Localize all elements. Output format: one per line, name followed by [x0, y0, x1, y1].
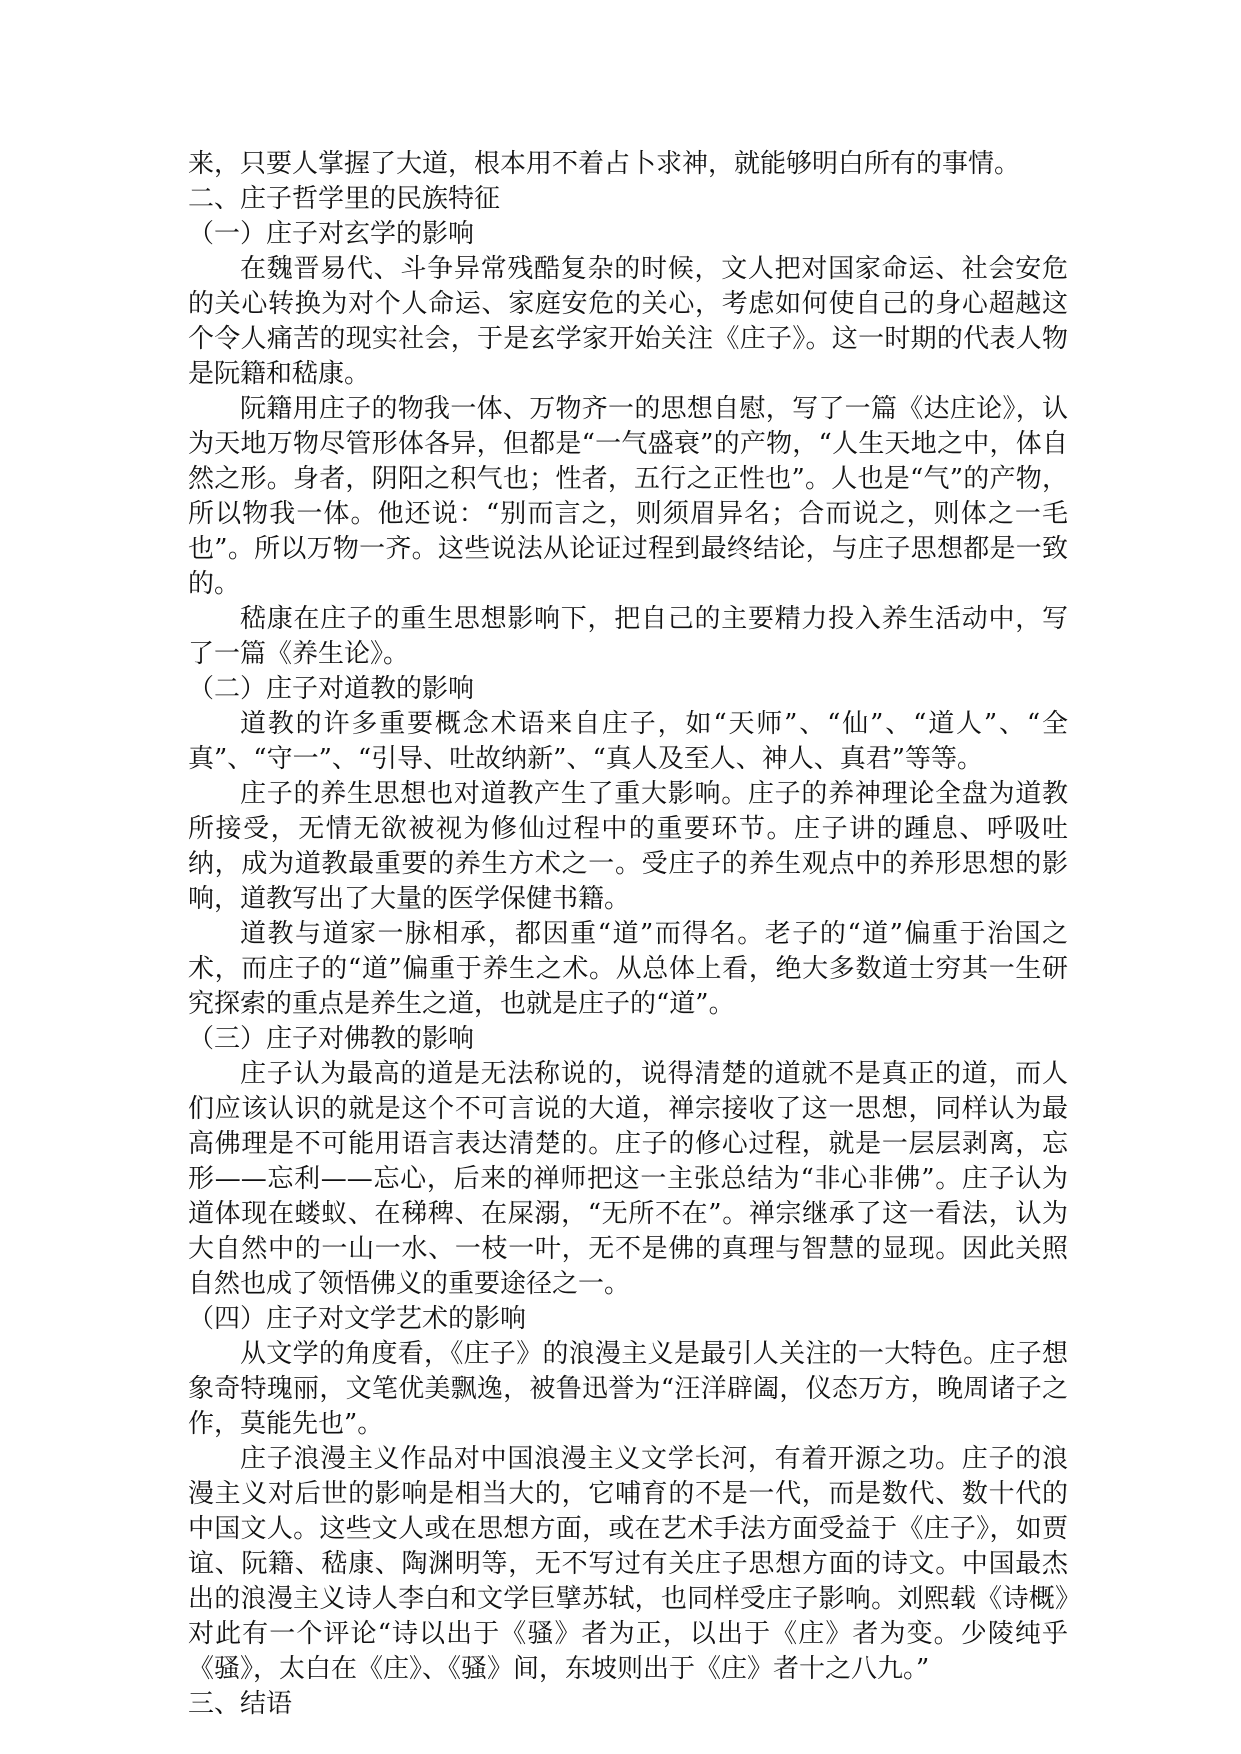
- paragraph: 嵇康在庄子的重生思想影响下，把自己的主要精力投入养生活动中，写了一篇《养生论》。: [188, 604, 1068, 669]
- subsection-heading-2: （二）庄子对道教的影响: [188, 674, 475, 704]
- paragraph: 阮籍用庄子的物我一体、万物齐一的思想自慰，写了一篇《达庄论》，认为天地万物尽管形体各异，但都是“一气盛衰”的产物，“人生天地之中，体自然之形。身者，阴阳之积气也；性者，五行之正性也”。人也是“气”的产物，所以物我一体。他还说：“别而言之，则须眉异名；合而说之，则体之一毛也”。所以万物一齐。这些说法从论证过程到最终结论，与庄子思想都是一致的。: [188, 394, 1068, 599]
- paragraph: 道教的许多重要概念术语来自庄子，如“天师”、“仙”、“道人”、“全真”、“守一”、“引导、吐故纳新”、“真人及至人、神人、真君”等等。: [188, 709, 1068, 774]
- subsection-heading-1: （一）庄子对玄学的影响: [188, 219, 475, 249]
- subsection-heading-4: （四）庄子对文学艺术的影响: [188, 1304, 527, 1334]
- paragraph: 庄子的养生思想也对道教产生了重大影响。庄子的养神理论全盘为道教所接受，无情无欲被视为修仙过程中的重要环节。庄子讲的踵息、呼吸吐纳，成为道教最重要的养生方术之一。受庄子的养生观点中的养形思想的影响，道教写出了大量的医学保健书籍。: [188, 779, 1068, 914]
- paragraph: 庄子浪漫主义作品对中国浪漫主义文学长河，有着开源之功。庄子的浪漫主义对后世的影响是相当大的，它哺育的不是一代，而是数代、数十代的中国文人。这些文人或在思想方面，或在艺术手法方面受益于《庄子》，如贾谊、阮籍、嵇康、陶渊明等，无不写过有关庄子思想方面的诗文。中国最杰出的浪漫主义诗人李白和文学巨擘苏轼，也同样受庄子影响。刘熙载《诗概》对此有一个评论“诗以出于《骚》者为正，以出于《庄》者为变。少陵纯乎《骚》，太白在《庄》、《骚》间，东坡则出于《庄》者十之八九。”: [188, 1444, 1068, 1684]
- paragraph: 从文学的角度看，《庄子》的浪漫主义是最引人关注的一大特色。庄子想象奇特瑰丽，文笔优美飘逸，被鲁迅誉为“汪洋辟阖，仪态万方，晚周诸子之作，莫能先也”。: [188, 1339, 1068, 1439]
- section-heading-3: 三、结语: [188, 1689, 293, 1719]
- paragraph: 道教与道家一脉相承，都因重“道”而得名。老子的“道”偏重于治国之术，而庄子的“道”偏重于养生之术。从总体上看，绝大多数道士穷其一生研究探索的重点是养生之道，也就是庄子的“道”。: [188, 919, 1068, 1019]
- subsection-heading-3: （三）庄子对佛教的影响: [188, 1024, 475, 1054]
- paragraph: 庄子认为最高的道是无法称说的，说得清楚的道就不是真正的道，而人们应该认识的就是这个不可言说的大道，禅宗接收了这一思想，同样认为最高佛理是不可能用语言表达清楚的。庄子的修心过程，就是一层层剥离，忘形——忘利——忘心，后来的禅师把这一主张总结为“非心非佛”。庄子认为道体现在蝼蚁、在稊稗、在屎溺，“无所不在”。禅宗继承了这一看法，认为大自然中的一山一水、一枝一叶，无不是佛的真理与智慧的显现。因此关照自然也成了领悟佛义的重要途径之一。: [188, 1059, 1068, 1299]
- opening-line: 来，只要人掌握了大道，根本用不着占卜求神，就能够明白所有的事情。: [188, 149, 1021, 179]
- document-page: [188, 147, 1068, 1722]
- paragraph: 在魏晋易代、斗争异常残酷复杂的时候，文人把对国家命运、社会安危的关心转换为对个人命运、家庭安危的关心，考虑如何使自己的身心超越这个令人痛苦的现实社会，于是玄学家开始关注《庄子》。这一时期的代表人物是阮籍和嵇康。: [188, 254, 1068, 389]
- section-heading-2: 二、庄子哲学里的民族特征: [188, 184, 501, 214]
